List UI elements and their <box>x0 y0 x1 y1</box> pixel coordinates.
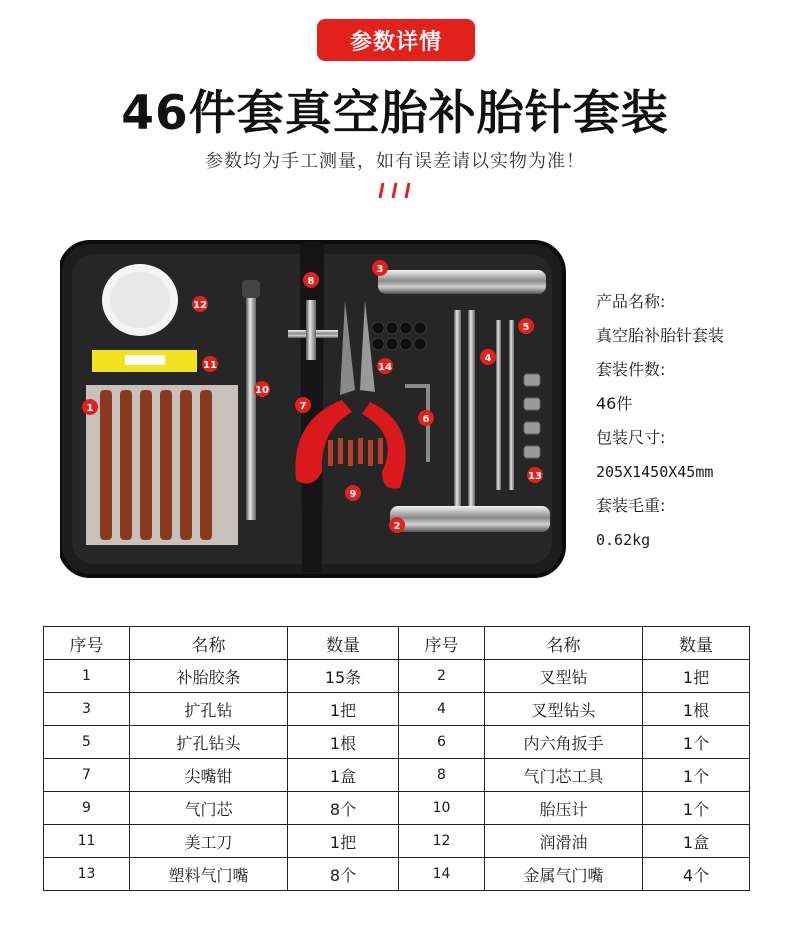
page-title: 46件套真空胎补胎针套装 <box>121 86 669 141</box>
svg-text:2: 2 <box>393 521 401 532</box>
table-cell: 叉型钻头 <box>485 693 643 726</box>
table-cell: 8 <box>399 759 485 792</box>
svg-text:7: 7 <box>299 401 307 412</box>
section-badge: 参数详情 <box>317 19 475 61</box>
table-cell: 12 <box>399 825 485 858</box>
table-cell: 7 <box>44 759 130 792</box>
table-row <box>44 759 750 792</box>
svg-text:3: 3 <box>376 264 384 275</box>
table-cell: 1盒 <box>288 759 399 792</box>
table-cell: 尖嘴钳 <box>130 759 288 792</box>
table-row <box>44 660 750 693</box>
table-cell: 5 <box>44 726 130 759</box>
table-cell: 8个 <box>288 858 399 891</box>
column-header: 数量 <box>643 627 750 660</box>
table-cell: 8个 <box>288 792 399 825</box>
insert-tool-handle <box>390 506 550 532</box>
column-header: 序号 <box>44 627 130 660</box>
column-header: 名称 <box>130 627 288 660</box>
svg-text:6: 6 <box>422 414 430 425</box>
table-cell: 1把 <box>288 825 399 858</box>
svg-text:4: 4 <box>484 353 492 364</box>
table-cell: 叉型钻 <box>485 660 643 693</box>
table-cell: 1把 <box>643 660 750 693</box>
svg-text:14: 14 <box>378 362 392 373</box>
reamer-handle <box>378 270 546 294</box>
spec-name-label: 产品名称: <box>596 292 666 311</box>
table-cell: 15条 <box>288 660 399 693</box>
table-header-row <box>44 627 750 660</box>
table-cell: 9 <box>44 792 130 825</box>
table-cell: 气门芯工具 <box>485 759 643 792</box>
table-cell: 润滑油 <box>485 825 643 858</box>
svg-text:8: 8 <box>307 276 315 287</box>
table-cell: 气门芯 <box>130 792 288 825</box>
table-cell: 胎压计 <box>485 792 643 825</box>
table-cell: 1把 <box>288 693 399 726</box>
table-cell: 2 <box>399 660 485 693</box>
svg-text:10: 10 <box>255 385 269 396</box>
svg-text:1: 1 <box>86 403 94 414</box>
table-row <box>44 825 750 858</box>
table-cell: 1个 <box>643 726 750 759</box>
column-header: 名称 <box>485 627 643 660</box>
table-cell: 6 <box>399 726 485 759</box>
table-cell: 塑料气门嘴 <box>130 858 288 891</box>
table-cell: 10 <box>399 792 485 825</box>
svg-text:5: 5 <box>522 322 530 333</box>
svg-text:9: 9 <box>349 489 357 500</box>
table-cell: 1 <box>44 660 130 693</box>
spec-count-label: 套装件数: <box>596 360 666 379</box>
page-subtitle: 参数均为手工测量，如有误差请以实物为准！ <box>205 151 585 172</box>
table-row <box>44 858 750 891</box>
spec-size-value: 205X1450X45mm <box>596 463 714 481</box>
table-cell: 金属气门嘴 <box>485 858 643 891</box>
table-cell: 1个 <box>643 792 750 825</box>
table-cell: 扩孔钻 <box>130 693 288 726</box>
table-cell: 13 <box>44 858 130 891</box>
svg-text:11: 11 <box>203 360 217 371</box>
column-header: 序号 <box>399 627 485 660</box>
spec-weight-value: 0.62kg <box>596 531 651 549</box>
table-cell: 4 <box>399 693 485 726</box>
table-cell: 补胎胶条 <box>130 660 288 693</box>
tire-gauge <box>246 290 256 520</box>
spec-count-value: 46件 <box>596 394 633 413</box>
slash-decoration <box>375 180 417 200</box>
table-cell: 1根 <box>288 726 399 759</box>
product-photo <box>60 240 568 578</box>
column-header: 数量 <box>288 627 399 660</box>
spec-size-label: 包装尺寸: <box>596 428 666 447</box>
table-cell: 美工刀 <box>130 825 288 858</box>
table-cell: 内六角扳手 <box>485 726 643 759</box>
spec-list <box>596 285 786 557</box>
spec-weight-label: 套装毛重: <box>596 496 666 515</box>
svg-text:13: 13 <box>528 471 542 482</box>
table-row <box>44 726 750 759</box>
table-cell: 1个 <box>643 759 750 792</box>
table-row <box>44 693 750 726</box>
table-cell: 1根 <box>643 693 750 726</box>
table-cell: 11 <box>44 825 130 858</box>
table-cell: 扩孔钻头 <box>130 726 288 759</box>
parts-table <box>43 626 750 891</box>
table-cell: 3 <box>44 693 130 726</box>
table-row <box>44 792 750 825</box>
svg-text:12: 12 <box>193 300 207 311</box>
spec-name-value: 真空胎补胎针套装 <box>596 326 725 345</box>
table-cell: 4个 <box>643 858 750 891</box>
table-cell: 14 <box>399 858 485 891</box>
table-cell: 1盒 <box>643 825 750 858</box>
